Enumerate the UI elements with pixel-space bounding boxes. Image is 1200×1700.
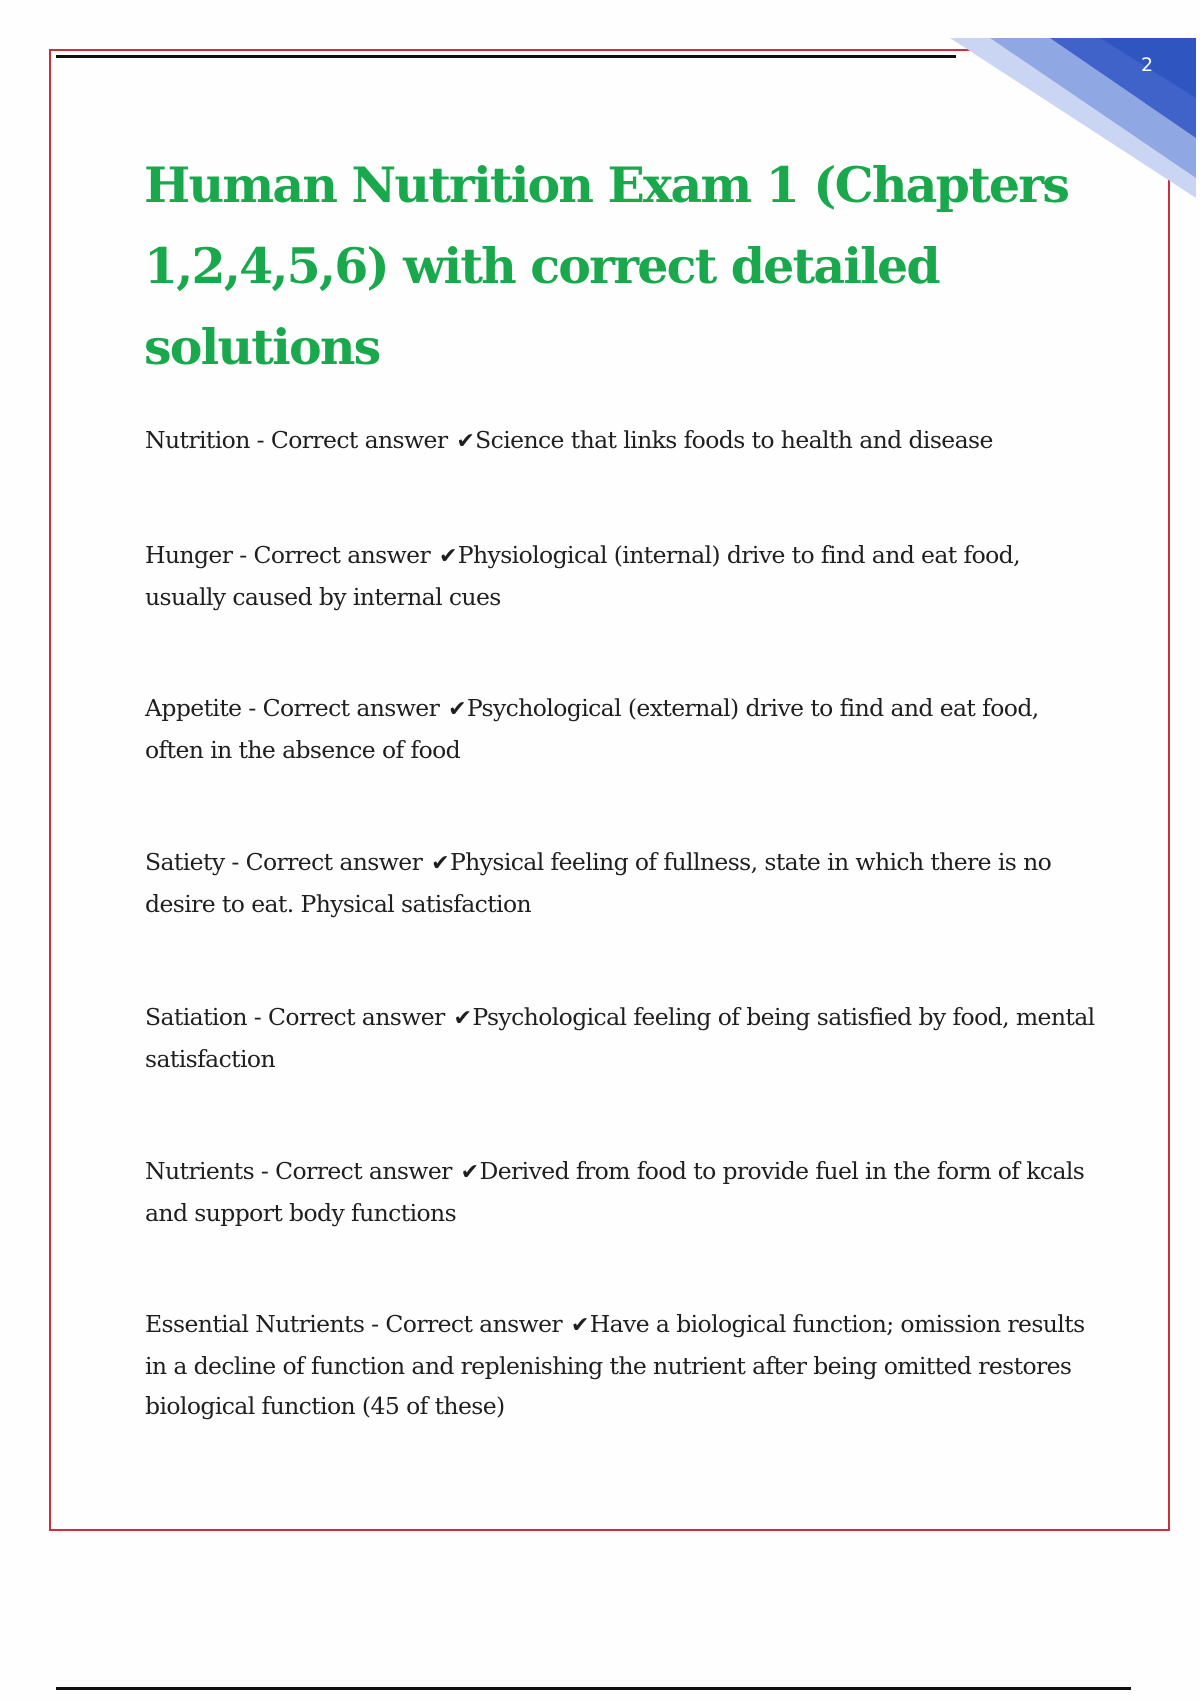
checkmark-icon: ✔ — [570, 1313, 589, 1338]
checkmark-icon: ✔ — [453, 1006, 472, 1031]
document-title: Human Nutrition Exam 1 (Chapters 1,2,4,5,6) with correct detailed solutions — [144, 156, 1069, 376]
answer-separator: - Correct answer — [249, 426, 455, 454]
answer-text: Physical feeling of fullness, state in which there is no desire to eat. Physical satisfaction — [145, 848, 1052, 918]
qa-item — [145, 997, 1095, 1079]
term: Nutrition — [145, 426, 250, 454]
answer-separator: - Correct answer — [254, 1157, 459, 1185]
answer-text: Psychological feeling of being satisfied by food, mental satisfaction — [145, 1003, 1095, 1073]
answer-text: Science that links foods to health and disease — [475, 426, 993, 454]
page-number: 2 — [1140, 54, 1154, 76]
qa-item — [145, 1304, 1095, 1426]
qa-item — [145, 420, 1095, 462]
answer-text: Psychological (external) drive to find and eat food, often in the absence of food — [145, 694, 1039, 764]
answer-text: Have a biological function; omission results in a decline of function and replenishing the nutrient after being omitted restores biological function (45 of these) — [145, 1310, 1085, 1420]
footer-rule — [56, 1687, 1131, 1690]
qa-item — [145, 842, 1095, 924]
term: Hunger — [145, 541, 233, 569]
answer-separator: - Correct answer — [232, 541, 437, 569]
answer-separator: - Correct answer — [364, 1310, 569, 1338]
answer-separator: - Correct answer — [241, 694, 447, 722]
checkmark-icon: ✔ — [456, 429, 475, 454]
term: Appetite — [145, 694, 242, 722]
term: Satiation — [145, 1003, 247, 1031]
answer-text: Derived from food to provide fuel in the form of kcals and support body functions — [145, 1157, 1085, 1227]
answer-text: Physiological (internal) drive to find and eat food, usually caused by internal cues — [145, 541, 1020, 611]
checkmark-icon: ✔ — [460, 1160, 479, 1185]
term: Satiety — [145, 848, 225, 876]
answer-separator: - Correct answer — [224, 848, 430, 876]
answer-separator: - Correct answer — [246, 1003, 452, 1031]
qa-item — [145, 688, 1095, 770]
checkmark-icon: ✔ — [448, 697, 466, 722]
term: Nutrients — [145, 1157, 255, 1185]
header-rule — [56, 55, 956, 58]
qa-item — [145, 535, 1095, 617]
checkmark-icon: ✔ — [438, 544, 457, 569]
checkmark-icon: ✔ — [431, 851, 449, 876]
term: Essential Nutrients — [145, 1310, 365, 1338]
qa-item — [145, 1151, 1095, 1233]
